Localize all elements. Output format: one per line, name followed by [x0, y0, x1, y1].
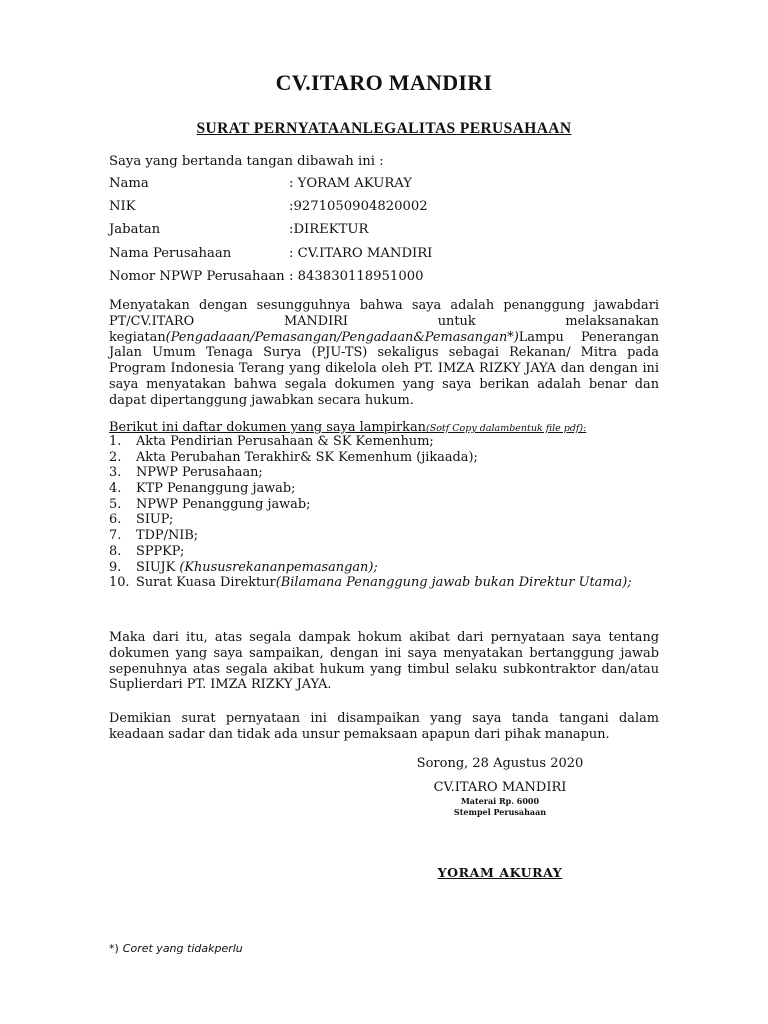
signature-place-date: Sorong, 28 Agustus 2020 [416, 756, 584, 771]
list-item-text: Surat Kuasa Direktur(Bilamana Penanggung jawab bukan Direktur Utama); [136, 575, 632, 591]
attachments-heading-note: (Sotf Copy dalambentuk file pdf): [426, 423, 587, 434]
list-item-text: KTP Penanggung jawab; [136, 481, 296, 497]
list-item-text: NPWP Penanggung jawab; [136, 496, 311, 512]
list-item-number: 6. [109, 512, 122, 528]
list-item-number: 8. [109, 543, 122, 559]
statement-text-part2: Lampu Penerangan Jalan Umum Tenaga Surya (PJU-TS) sekaligus sebagai Rekanan/ Mitra pada Program Indonesia Terang yang dikelola oleh PT. IMZA RIZKY JAYA dan dengan ini saya menyatakan bahwa segala dokumen yang saya berikan adalah benar dan dapat dipertanggung jawabkan secara hukum. [109, 329, 659, 408]
list-item-number: 1. [109, 434, 122, 449]
list-item [109, 544, 659, 560]
signature-stempel-note: Stempel Perusahaan [453, 807, 547, 817]
list-item-text: Akta Pendirian Perusahaan & SK Kemenhum; [136, 434, 434, 449]
list-item [109, 497, 659, 513]
statement-activity-options: (Pengadaaan/Pemasangan/Pengadaan&Pemasangan*) [165, 329, 519, 345]
list-item-number: 2. [109, 449, 122, 465]
list-item [109, 481, 659, 497]
list-item-number: 10. [109, 575, 130, 591]
list-item [109, 575, 659, 607]
signature-company: CV.ITARO MANDIRI [433, 780, 567, 795]
intro-text: Saya yang bertanda tangan dibawah ini : [109, 154, 384, 169]
list-item-text: NPWP Perusahaan; [136, 465, 263, 481]
statement-text-part1: Menyatakan dengan sesungguhnya bahwa saya adalah penanggung jawabdari PT/CV.ITARO MANDIRI untuk melaksanakan kegiatan [109, 298, 659, 345]
list-item-number: 3. [109, 465, 122, 481]
list-item-number: 5. [109, 496, 122, 512]
list-item [109, 512, 659, 528]
list-item-number: 7. [109, 528, 122, 544]
company-title: CV.ITARO MANDIRI [275, 70, 493, 95]
field-label: Jabatan [109, 222, 161, 238]
document-title: SURAT PERNYATAANLEGALITAS PERUSAHAAN [196, 120, 572, 137]
field-value: : YORAM AKURAY [289, 176, 412, 191]
responsibility-paragraph: Maka dari itu, atas segala dampak hokum akibat dari pernyataan saya tentang dokumen yang saya sampaikan, dengan ini saya menyatakan bertanggung jawab sepenuhnya atas segala akibat hukum yang timbul selaku subkontraktor dan/atau Suplierdari PT. IMZA RIZKY JAYA. [109, 630, 659, 693]
list-item-text: SPPKP; [136, 543, 185, 559]
list-item-number: 9. [109, 559, 122, 575]
list-item-number: 4. [109, 481, 122, 497]
field-label: Nama Perusahaan [109, 245, 232, 261]
list-item [109, 560, 659, 576]
field-value: : CV.ITARO MANDIRI [289, 245, 433, 261]
field-value: :DIREKTUR [289, 222, 369, 238]
footnote-text: Coret yang tidakperlu [122, 942, 243, 955]
field-label: Nama [109, 176, 149, 191]
footnote-mark: *) [109, 942, 119, 955]
list-item [109, 450, 659, 466]
list-item-text: TDP/NIB; [136, 528, 199, 544]
signature-name: YORAM AKURAY [437, 865, 563, 880]
field-label: NIK [109, 199, 136, 215]
signature-materai-note: Materai Rp. 6000 [460, 796, 540, 806]
field-label: Nomor NPWP Perusahaan [109, 268, 285, 284]
footnote [109, 942, 243, 955]
field-value: :9271050904820002 [289, 199, 428, 215]
attachments-heading-text: Berikut ini daftar dokumen yang saya lampirkan [109, 420, 426, 435]
list-item-text: SIUP; [136, 512, 174, 528]
list-item-text: SIUJK (Khususrekananpemasangan); [136, 559, 378, 575]
statement-paragraph [109, 298, 659, 409]
list-item-text: Akta Perubahan Terakhir& SK Kemenhum (jikaada); [136, 449, 478, 465]
list-item [109, 465, 659, 481]
field-value: : 843830118951000 [289, 268, 424, 284]
list-item [109, 434, 659, 450]
closing-paragraph: Demikian surat pernyataan ini disampaikan yang saya tanda tangani dalam keadaan sadar dan tidak ada unsur pemaksaan apapun dari pihak manapun. [109, 711, 659, 742]
list-item [109, 528, 659, 544]
attachments-list [109, 434, 659, 607]
